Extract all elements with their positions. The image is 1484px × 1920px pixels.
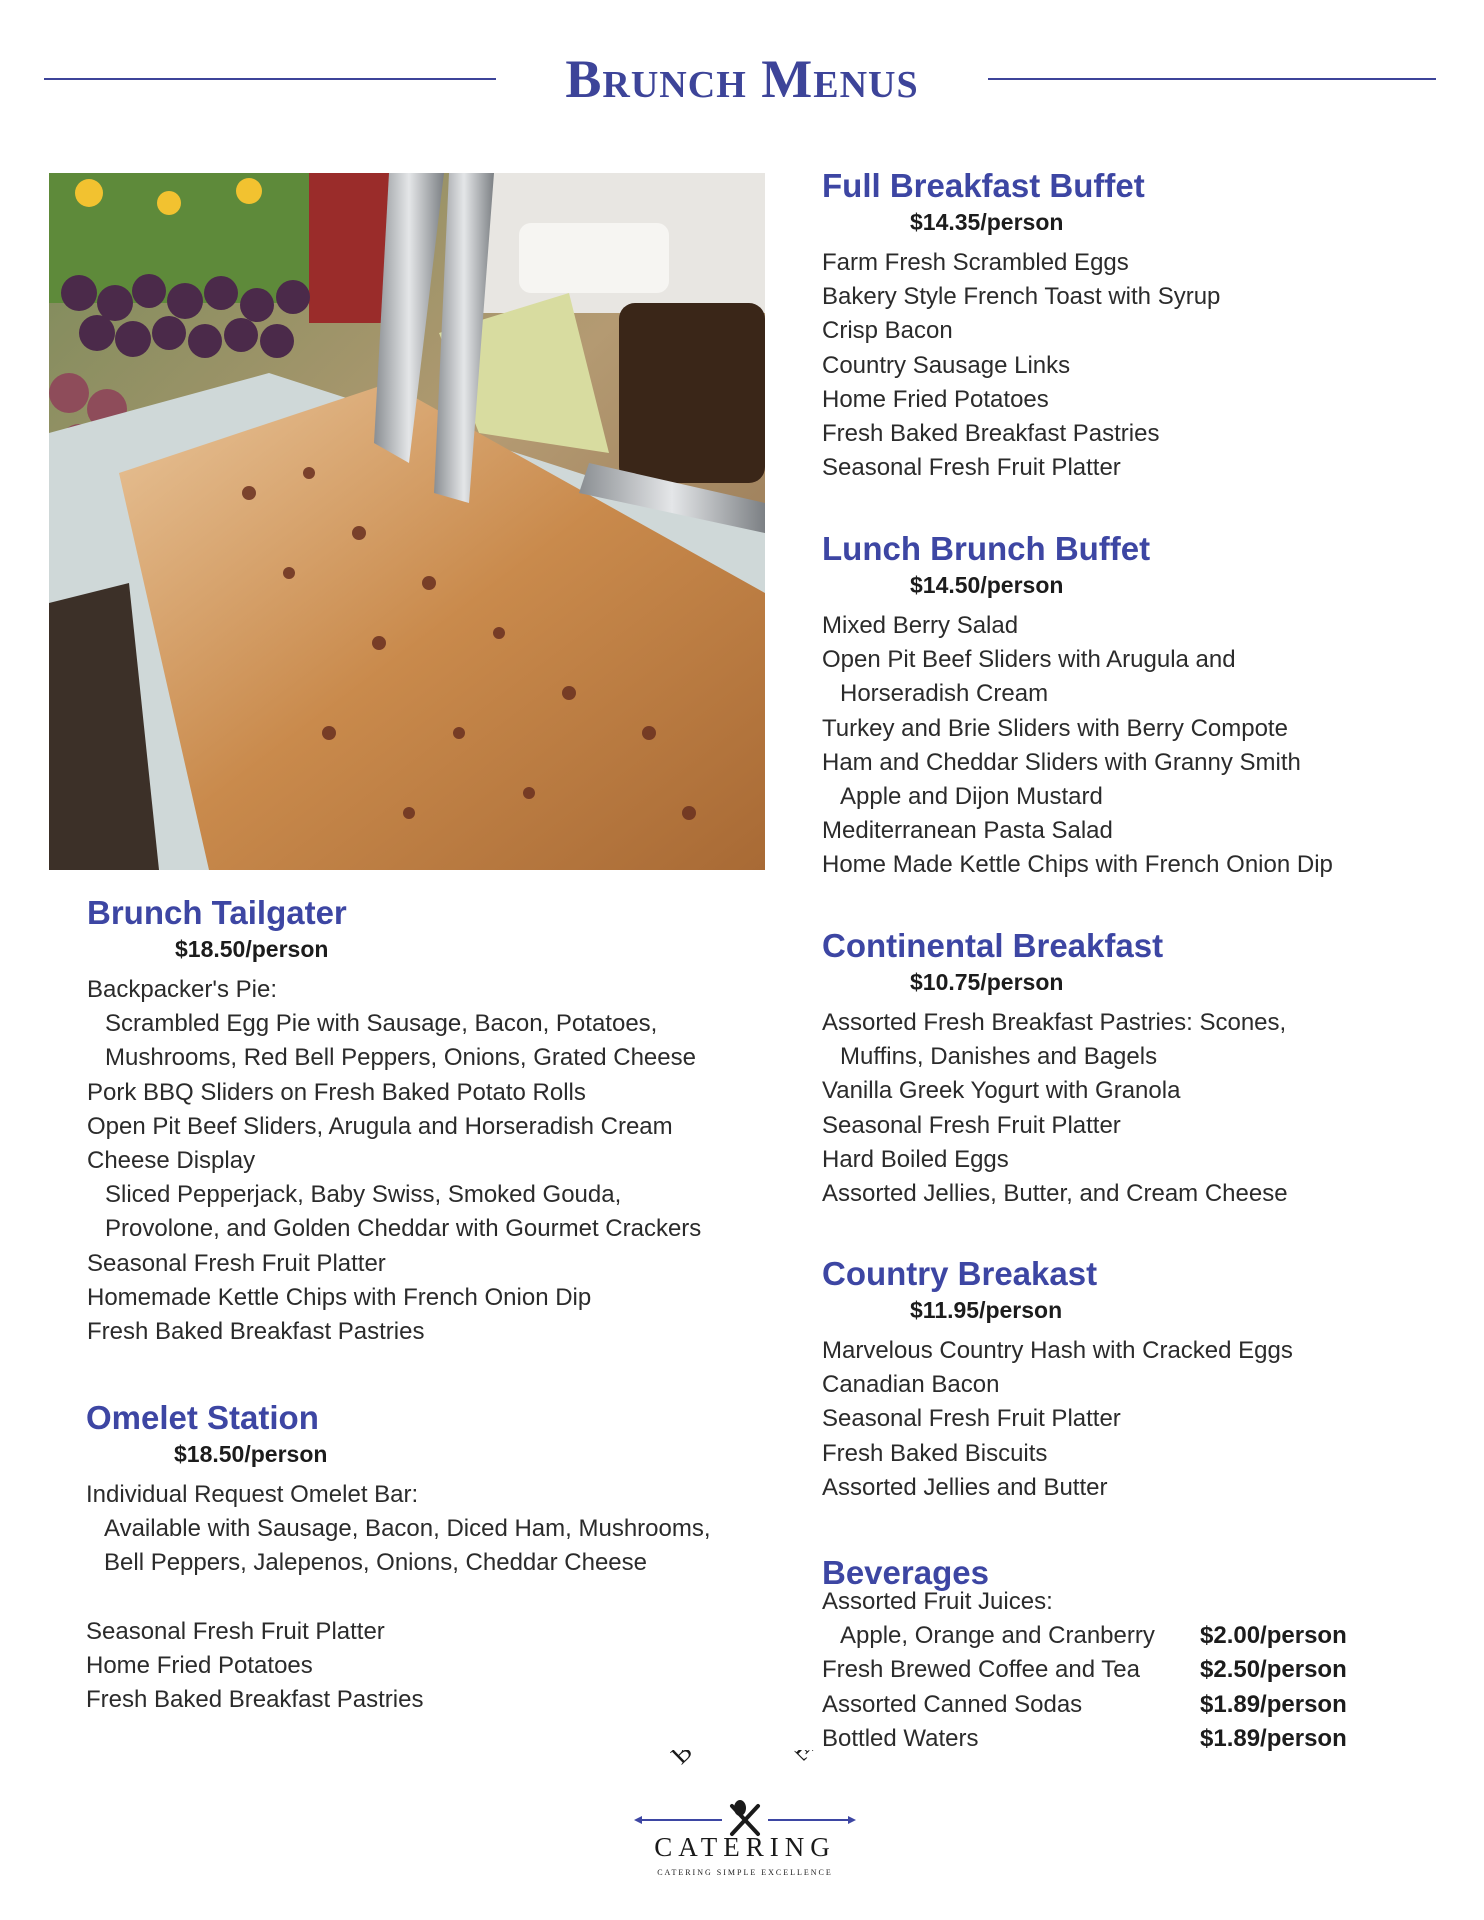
section-title: Country Breakast: [822, 1255, 1098, 1292]
menu-item: Mediterranean Pasta Salad: [822, 817, 1113, 845]
bayside-catering-logo: [630, 1750, 860, 1880]
beverages-section: [822, 1553, 1347, 1756]
menu-item: Fresh Baked Breakfast Pastries: [822, 420, 1160, 448]
brunch-tailgater-section: [87, 893, 701, 1349]
section-price: $18.50/person: [175, 936, 329, 962]
menu-item: Assorted Fresh Breakfast Pastries: Scones,: [822, 1009, 1287, 1036]
beverage-price: $2.00/person: [1200, 1622, 1347, 1650]
beverage-group-label: Assorted Fruit Juices:: [822, 1588, 1053, 1615]
menu-item: Bakery Style French Toast with Syrup: [822, 283, 1221, 311]
menu-item: Assorted Jellies and Butter: [822, 1473, 1108, 1501]
section-price: $18.50/person: [174, 1441, 328, 1467]
menu-item: Seasonal Fresh Fruit Platter: [822, 1111, 1121, 1139]
beverage-row: [822, 1653, 1347, 1687]
menu-item: Seasonal Fresh Fruit Platter: [822, 1405, 1121, 1433]
menu-item-detail: Mushrooms, Red Bell Peppers, Onions, Grated Cheese: [105, 1044, 696, 1072]
menu-item: Crisp Bacon: [822, 317, 953, 345]
menu-item: Pork BBQ Sliders on Fresh Baked Potato Rolls: [87, 1078, 586, 1106]
menu-item: Fresh Baked Breakfast Pastries: [87, 1318, 425, 1346]
menu-item: Cheese Display: [87, 1147, 256, 1175]
country-breakfast-section: [822, 1254, 1293, 1505]
title-rule-left: [44, 78, 496, 80]
menu-item-continuation: Horseradish Cream: [840, 680, 1049, 708]
beverage-row: [822, 1688, 1347, 1722]
brunch-bread-photo: [49, 173, 765, 870]
menu-item: Farm Fresh Scrambled Eggs: [822, 249, 1129, 276]
beverage-name: Fresh Brewed Coffee and Tea: [822, 1656, 1140, 1684]
menu-item: Home Made Kettle Chips with French Onion Dip: [822, 851, 1333, 879]
menu-item-detail: Sliced Pepperjack, Baby Swiss, Smoked Gouda,: [105, 1181, 622, 1209]
menu-item: Individual Request Omelet Bar:: [86, 1481, 419, 1508]
beverage-row: [822, 1722, 1347, 1756]
section-title: Brunch Tailgater: [87, 894, 347, 931]
menu-item: Marvelous Country Hash with Cracked Eggs: [822, 1337, 1293, 1364]
lunch-brunch-buffet-section: [822, 529, 1333, 883]
section-price: $14.35/person: [910, 209, 1064, 235]
menu-item: Vanilla Greek Yogurt with Granola: [822, 1077, 1181, 1105]
logo-arc-text: B E: [665, 1750, 825, 1770]
menu-item: Open Pit Beef Sliders, Arugula and Horseradish Cream: [87, 1112, 673, 1140]
menu-item-detail: Scrambled Egg Pie with Sausage, Bacon, Potatoes,: [105, 1010, 658, 1038]
menu-item: Seasonal Fresh Fruit Platter: [822, 454, 1121, 482]
logo-tagline: CATERING SIMPLE EXCELLENCE: [657, 1868, 833, 1877]
menu-item-detail: Available with Sausage, Bacon, Diced Ham, Mushrooms,: [104, 1515, 711, 1543]
menu-item: Ham and Cheddar Sliders with Granny Smith: [822, 748, 1301, 776]
menu-item: Country Sausage Links: [822, 351, 1071, 379]
menu-item-continuation: Muffins, Danishes and Bagels: [840, 1043, 1158, 1071]
beverage-price: $1.89/person: [1200, 1690, 1347, 1718]
section-title: Beverages: [822, 1554, 989, 1591]
menu-item-continuation: Apple and Dijon Mustard: [840, 783, 1103, 811]
svg-text:BAYSIDE: [665, 1750, 825, 1770]
full-breakfast-buffet-section: [822, 166, 1220, 485]
beverage-name: Bottled Waters: [822, 1724, 979, 1752]
spacer: [86, 1581, 711, 1615]
menu-item: Mixed Berry Salad: [822, 612, 1019, 639]
section-price: $11.95/person: [910, 1297, 1063, 1323]
section-price: $14.50/person: [910, 572, 1064, 598]
logo-mark: [630, 1750, 860, 1840]
menu-item: Fresh Baked Breakfast Pastries: [86, 1686, 424, 1714]
omelet-station-section: [86, 1398, 711, 1717]
menu-item: Home Fried Potatoes: [86, 1651, 313, 1679]
beverage-name: Assorted Canned Sodas: [822, 1690, 1083, 1718]
menu-item: Home Fried Potatoes: [822, 385, 1049, 413]
menu-item: Canadian Bacon: [822, 1371, 1000, 1399]
menu-item: Turkey and Brie Sliders with Berry Compote: [822, 714, 1288, 742]
page-title: Brunch Menus: [565, 49, 919, 109]
menu-item: Hard Boiled Eggs: [822, 1145, 1009, 1173]
title-rule-right: [988, 78, 1436, 80]
section-title: Continental Breakfast: [822, 927, 1164, 964]
menu-item: Open Pit Beef Sliders with Arugula and: [822, 646, 1236, 674]
section-title: Omelet Station: [86, 1399, 319, 1436]
menu-item: Seasonal Fresh Fruit Platter: [87, 1249, 386, 1277]
menu-item-detail: Bell Peppers, Jalepenos, Onions, Cheddar Cheese: [104, 1549, 647, 1577]
menu-item: Seasonal Fresh Fruit Platter: [86, 1617, 385, 1645]
menu-item-detail: Provolone, and Golden Cheddar with Gourmet Crackers: [105, 1215, 702, 1243]
section-price: $10.75/person: [910, 969, 1064, 995]
menu-item: Homemade Kettle Chips with French Onion Dip: [87, 1283, 592, 1311]
section-title: Lunch Brunch Buffet: [822, 530, 1151, 567]
logo-word: CATERING: [654, 1832, 836, 1862]
beverage-price: $1.89/person: [1200, 1724, 1347, 1752]
menu-item: Backpacker's Pie:: [87, 976, 277, 1003]
beverage-price: $2.50/person: [1200, 1656, 1347, 1684]
menu-item: Fresh Baked Biscuits: [822, 1439, 1048, 1467]
continental-breakfast-section: [822, 926, 1288, 1211]
beverage-row: [822, 1619, 1347, 1653]
beverage-name: Apple, Orange and Cranberry: [840, 1622, 1155, 1650]
menu-item: Assorted Jellies, Butter, and Cream Cheese: [822, 1180, 1288, 1208]
section-title: Full Breakfast Buffet: [822, 167, 1145, 204]
